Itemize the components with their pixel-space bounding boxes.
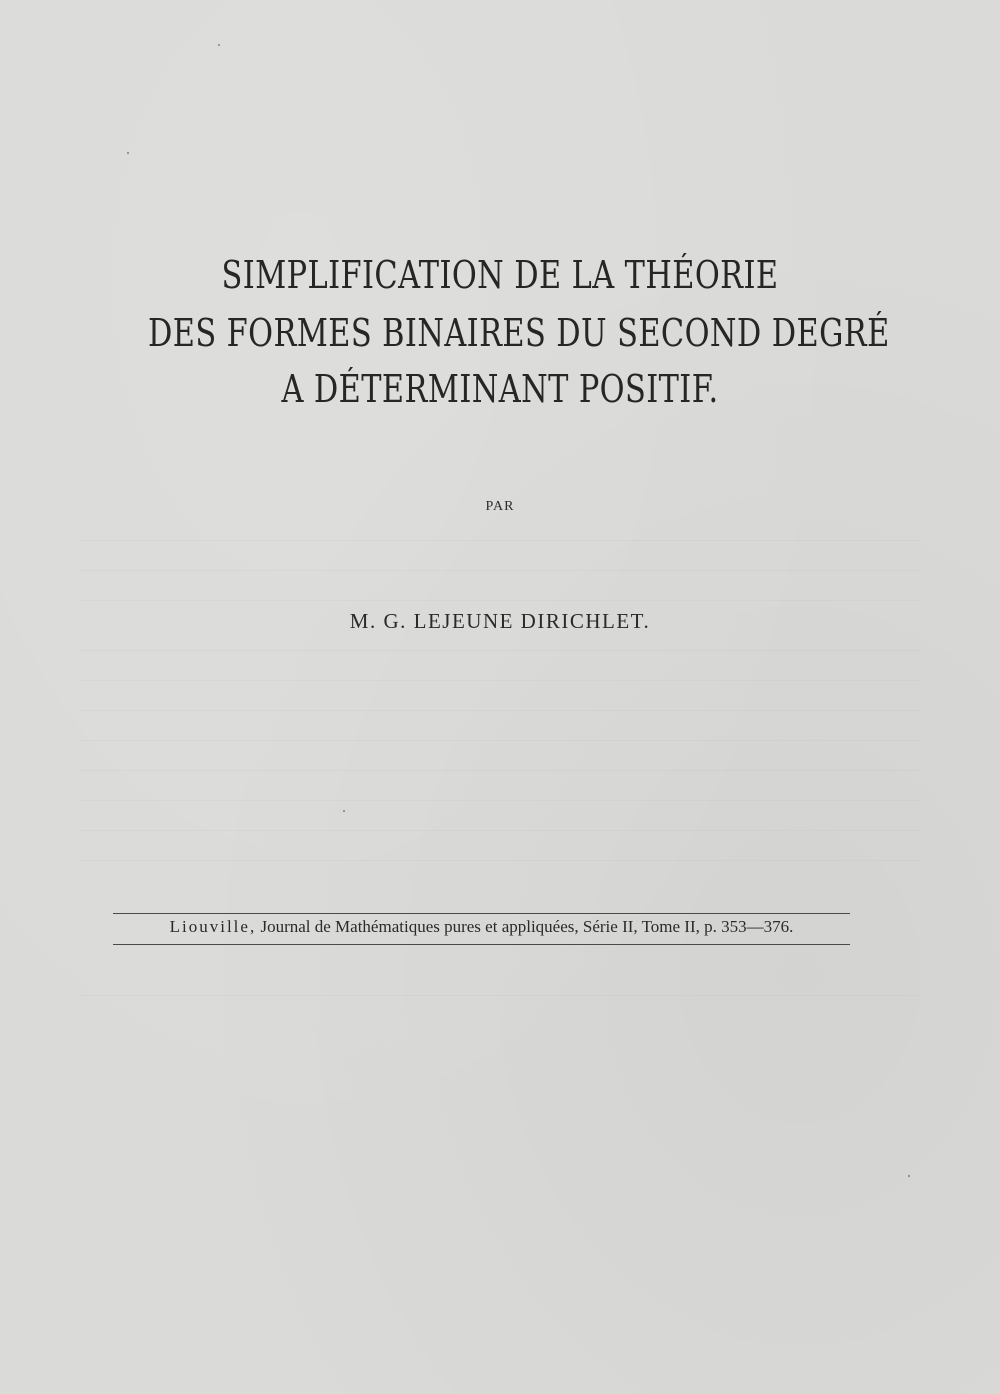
show-through-line [80,740,920,741]
title-line-3: A DÉTERMINANT POSITIF. [281,367,719,411]
show-through-line [80,540,920,541]
show-through-line [80,710,920,711]
citation-rule-bottom [113,944,850,945]
byline: PAR [485,499,515,514]
speck [218,44,220,46]
show-through-line [80,650,920,651]
citation-author: Liouville, [169,917,257,936]
title-line-1: SIMPLIFICATION DE LA THÉORIE [221,253,779,297]
show-through-line [80,570,920,571]
show-through-line [80,830,920,831]
show-through-line [80,995,920,996]
speck [343,810,345,812]
citation [113,917,850,937]
show-through-line [80,680,920,681]
author-name: M. G. LEJEUNE DIRICHLET. [349,609,651,633]
show-through-line [80,600,920,601]
title-line-2: DES FORMES BINAIRES DU SECOND DEGRÉ [148,311,890,355]
show-through-line [80,860,920,861]
citation-reference: Journal de Mathématiques pures et appliquées, Série II, Tome II, p. 353—376. [260,917,794,936]
show-through-line [80,800,920,801]
show-through-line [80,770,920,771]
speck [908,1175,910,1177]
speck [127,152,129,154]
citation-rule-top [113,913,850,914]
